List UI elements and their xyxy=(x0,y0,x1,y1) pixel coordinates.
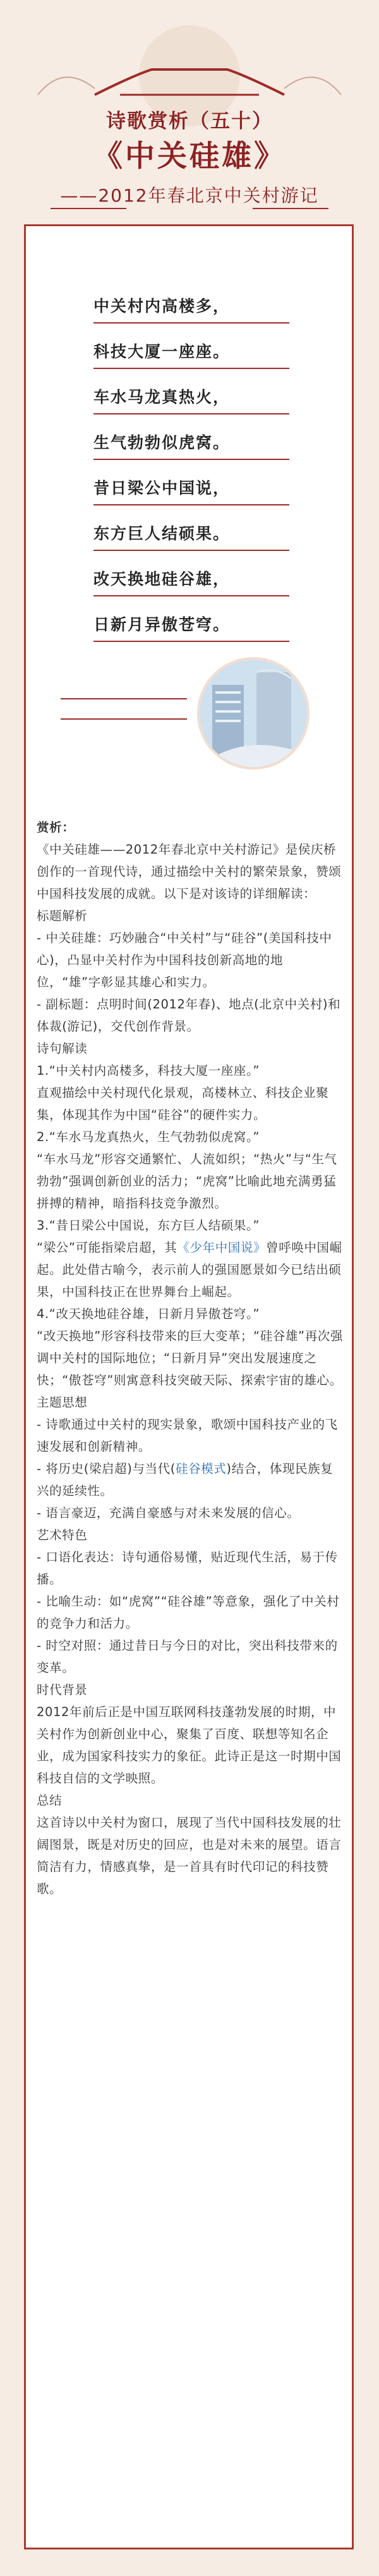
paragraph: 直观描绘中关村现代化景观，高楼林立、科技企业聚集，体现其作为中国“硅谷”的硬件实力。 xyxy=(37,1085,329,1122)
poem xyxy=(93,292,289,656)
paragraph: - 语言豪迈，充满自豪感与对未来发展的信心。 xyxy=(37,1506,300,1520)
quote: 3.“昔日梁公中国说，东方巨人结硕果。” xyxy=(37,1218,260,1233)
text-span: “梁公”可能指梁启超，其 xyxy=(37,1240,177,1255)
paragraph: - 口语化表达：诗句通俗易懂，贴近现代生活，易于传播。 xyxy=(37,1550,338,1587)
search-link[interactable]: 硅谷模式 xyxy=(175,1461,227,1476)
paragraph: “车水马龙”形容交通繁忙、人流如织；“热火”与“生气勃勃”强调创新创业的活力；“虎窝”比喻此地充满勇猛拼搏的精神，暗指科技竞争激烈。 xyxy=(37,1152,337,1211)
quote: 4.“改天换地硅谷雄，日新月异傲苍穹。” xyxy=(37,1307,260,1321)
poem-line: 中关村内高楼多， xyxy=(93,292,289,324)
text-span: - 将历史(梁启超)与当代( xyxy=(37,1461,176,1476)
poem-line: 昔日梁公中国说， xyxy=(93,474,289,505)
appreciation-heading: 赏析： xyxy=(37,820,75,835)
poem-line: 科技大厦一座座。 xyxy=(93,337,289,369)
text-span: )结合，体现民族复兴的延续性。 xyxy=(37,1461,334,1498)
paragraph xyxy=(37,1237,345,1303)
series-label: 诗歌赏析（五十） xyxy=(106,110,273,133)
section-title: 主题思想 xyxy=(37,1395,88,1410)
poem-line: 东方巨人结硕果。 xyxy=(93,519,289,551)
page-title: 《中关硅雄》 xyxy=(93,139,286,174)
paragraph: 这首诗以中关村为窗口，展现了当代中国科技发展的壮阔图景，既是对历史的回应，也是对未来的展望。语言简洁有力，情感真挚，是一首具有时代印记的科技赞歌。 xyxy=(37,1815,342,1896)
section-title: 总结 xyxy=(37,1793,63,1808)
article-body xyxy=(37,816,345,1900)
paragraph: - 副标题：点明时间(2012年春)、地点(北京中关村)和体裁(游记)，交代创作背景。 xyxy=(37,997,341,1034)
page-subtitle: ——2012年春北京中关村游记 xyxy=(60,185,319,206)
intro-paragraph: 《中关硅雄——2012年春北京中关村游记》是侯庆桥创作的一首现代诗，通过描绘中关村的繁荣景象，赞颂中国科技发展的成就。以下是对该诗的详细解读： xyxy=(37,842,342,901)
section-title: 标题解析 xyxy=(37,909,88,923)
paragraph: “改天换地”形容科技带来的巨大变革；“硅谷雄”再次强调中关村的国际地位；“日新月异”突出发展速度之快；“傲苍穹”则寓意科技突破天际、探索宇宙的雄心。 xyxy=(37,1329,344,1388)
paragraph: - 时空对照：通过昔日与今日的对比，突出科技带来的变革。 xyxy=(37,1638,338,1675)
section-title: 诗句解读 xyxy=(37,1041,88,1056)
header xyxy=(0,0,379,206)
paragraph xyxy=(37,1458,345,1502)
section-title: 时代背景 xyxy=(37,1683,88,1697)
poem-line: 车水马龙真热火， xyxy=(93,383,289,414)
poem-line: 生气勃勃似虎窝。 xyxy=(93,428,289,460)
building-image xyxy=(197,657,310,770)
paragraph: - 中关硅雄：巧妙融合“中关村”与“硅谷”(美国科技中心)，凸显中关村作为中国科技创新高地的地位，“雄”字彰显其雄心和实力。 xyxy=(37,931,332,989)
poem-line: 日新月异傲苍穹。 xyxy=(93,610,289,642)
paragraph: - 比喻生动：如“虎窝”“硅谷雄”等意象，强化了中关村的竞争力和活力。 xyxy=(37,1594,340,1631)
text-span: 曾呼唤中国崛起。此处借古喻今，表示前人的强国愿景如今已结出硕果，中国科技正在世界舞台上崛起。 xyxy=(37,1240,342,1299)
quote: 2.“车水马龙真热火，生气勃勃似虎窝。” xyxy=(37,1130,260,1144)
decorative-lines xyxy=(61,698,187,723)
search-link[interactable]: 《少年中国说》 xyxy=(177,1240,267,1255)
poem-line: 改天换地硅谷雄， xyxy=(93,565,289,596)
paragraph: - 诗歌通过中关村的现实景象，歌颂中国科技产业的飞速发展和创新精神。 xyxy=(37,1417,338,1454)
section-title: 艺术特色 xyxy=(37,1528,88,1542)
paragraph: 2012年前后正是中国互联网科技蓬勃发展的时期，中关村作为创新创业中心，聚集了百度、联想等知名企业，成为国家科技实力的象征。此诗正是这一时期中国科技自信的文学映照。 xyxy=(37,1705,342,1786)
quote: 1.“中关村内高楼多，科技大厦一座座。” xyxy=(37,1063,260,1078)
